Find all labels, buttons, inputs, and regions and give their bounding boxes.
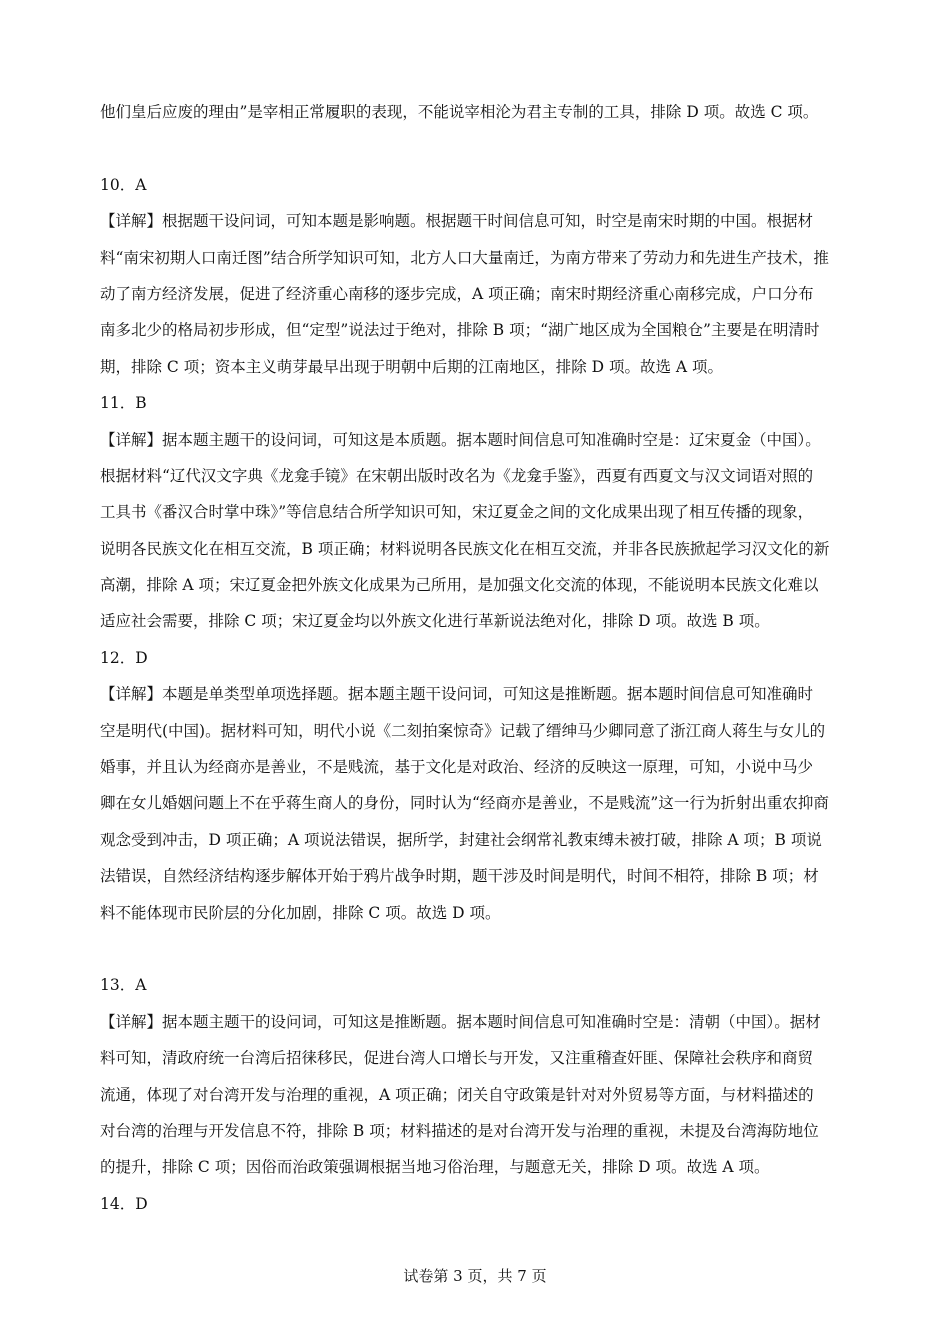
explanation-line: 【详解】据本题主题干的设问词，可知这是推断题。据本题时间信息可知准确时空是：清朝（中国）。据材 xyxy=(100,1012,821,1031)
explanation-line: 说明各民族文化在相互交流，B 项正确；材料说明各民族文化在相互交流，并非各民族掀起学习汉文化的新 xyxy=(100,539,830,558)
explanation-line: 料可知，清政府统一台湾后招徕移民，促进台湾人口增长与开发，又注重稽查奸匪、保障社会秩序和商贸 xyxy=(100,1049,814,1068)
question-number: 12．D xyxy=(100,648,148,667)
explanation-line: 流通，体现了对台湾开发与治理的重视，A 项正确；闭关自守政策是针对对外贸易等方面，与材料描述的 xyxy=(100,1085,814,1104)
explanation-line: 工具书《番汉合时掌中珠》”等信息结合所学知识可知，宋辽夏金之间的文化成果出现了相互传播的现象， xyxy=(100,503,814,522)
explanation-line: 婚事，并且认为经商亦是善业，不是贱流，基于文化是对政治、经济的反映这一原理，可知，小说中马少 xyxy=(100,758,814,777)
answer-content xyxy=(100,94,860,1222)
explanation-line: 【详解】据本题主题干的设问词，可知这是本质题。据本题时间信息可知准确时空是：辽宋夏金（中国）。 xyxy=(100,430,821,449)
question-number: 11．B xyxy=(100,394,147,413)
explanation-line: 期，排除 C 项；资本主义萌芽最早出现于明朝中后期的江南地区，排除 D 项。故选 A 项。 xyxy=(100,357,724,376)
question-number: 13．A xyxy=(100,976,147,995)
explanation-line: 【详解】本题是单类型单项选择题。据本题主题干设问词，可知这是推断题。据本题时间信息可知准确时 xyxy=(100,685,814,704)
explanation-line: 对台湾的治理与开发信息不符，排除 B 项；材料描述的是对台湾开发与治理的重视，未提及台湾海防地位 xyxy=(100,1121,819,1140)
question-number: 14．D xyxy=(100,1194,148,1213)
explanation-line: 料不能体现市民阶层的分化加剧，排除 C 项。故选 D 项。 xyxy=(100,903,501,922)
question-number: 10．A xyxy=(100,175,147,194)
explanation-line: 卿在女儿婚姻问题上不在乎蒋生商人的身份，同时认为“经商亦是善业，不是贱流”这一行为折射出重农抑商 xyxy=(100,794,829,813)
explanation-line: 动了南方经济发展，促进了经济重心南移的逐步完成，A 项正确；南宋时期经济重心南移完成，户口分布 xyxy=(100,284,814,303)
explanation-line: 【详解】根据题干设问词，可知本题是影响题。根据题干时间信息可知，时空是南宋时期的中国。根据材 xyxy=(100,212,814,231)
page-footer: 试卷第 3 页，共 7 页 xyxy=(403,1267,547,1285)
answer-block-13 xyxy=(100,967,860,1185)
explanation-line: 的提升，排除 C 项；因俗而治政策强调根据当地习俗治理，与题意无关，排除 D 项。故选 A 项。 xyxy=(100,1158,770,1177)
explanation-line: 料“南宋初期人口南迁图”结合所学知识可知，北方人口大量南迁，为南方带来了劳动力和先进生产技术，推 xyxy=(100,248,829,267)
section-gap xyxy=(100,130,860,166)
answer-block-10 xyxy=(100,167,860,385)
explanation-line: 法错误，自然经济结构逐步解体开始于鸦片战争时期，题干涉及时间是明代，时间不相符，排除 B 项；材 xyxy=(100,867,819,886)
section-gap xyxy=(100,931,860,967)
explanation-line: 高潮，排除 A 项；宋辽夏金把外族文化成果为己所用，是加强文化交流的体现，不能说明本民族文化难以 xyxy=(100,576,819,595)
answer-block-12 xyxy=(100,640,860,931)
explanation-line: 根据材料“辽代汉文字典《龙龛手镜》在宋朝出版时改名为《龙龛手鉴》，西夏有西夏文与汉文词语对照的 xyxy=(100,466,814,485)
explanation-line: 观念受到冲击，D 项正确；A 项说法错误，据所学，封建社会纲常礼教束缚未被打破，排除 A 项；B 项说 xyxy=(100,830,822,849)
answer-block-11 xyxy=(100,385,860,640)
explanation-line: 空是明代(中国)。据材料可知，明代小说《二刻拍案惊奇》记载了缙绅马少卿同意了浙江商人蒋生与女儿的 xyxy=(100,721,826,740)
explanation-line: 南多北少的格局初步形成，但“定型”说法过于绝对，排除 B 项；“湖广地区成为全国粮仓”主要是在明清时 xyxy=(100,321,820,340)
intro-line: 他们皇后应废的理由”是宰相正常履职的表现，不能说宰相沦为君主专制的工具，排除 D 项。故选 C 项。 xyxy=(100,103,819,121)
answer-block-14 xyxy=(100,1186,860,1222)
explanation-line: 适应社会需要，排除 C 项；宋辽夏金均以外族文化进行革新说法绝对化，排除 D 项。故选 B 项。 xyxy=(100,612,770,631)
